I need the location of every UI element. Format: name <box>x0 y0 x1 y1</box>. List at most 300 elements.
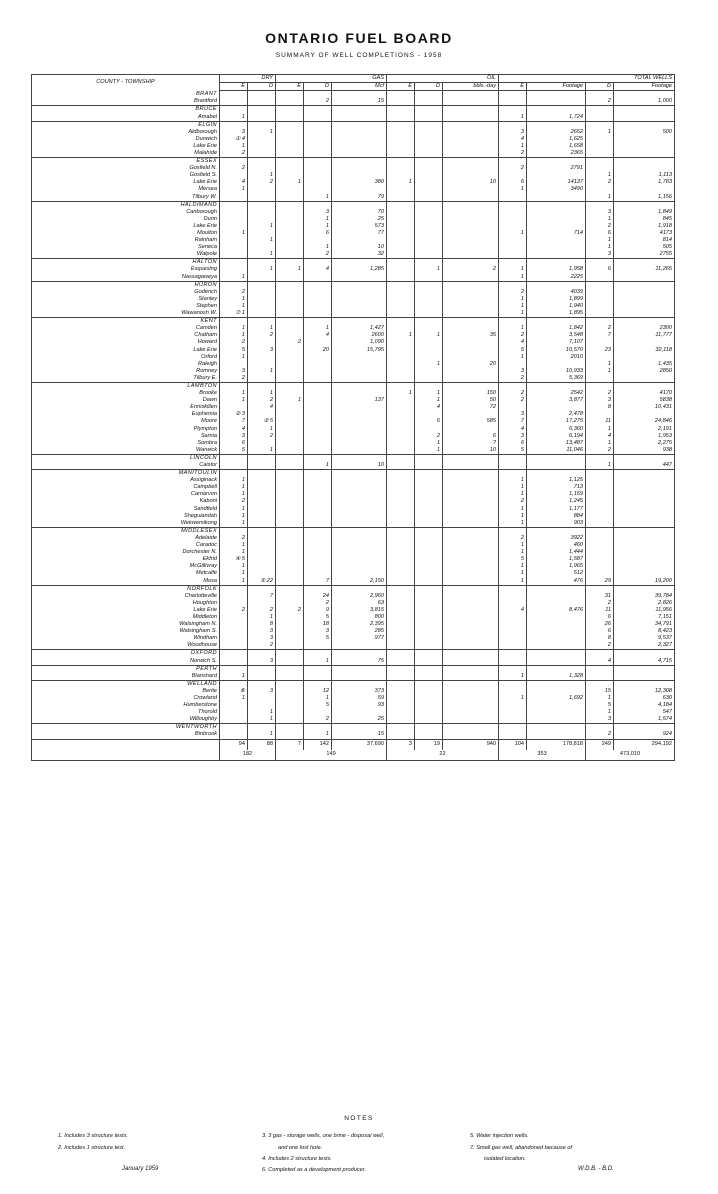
value-cell <box>415 216 443 223</box>
sub-header: D <box>304 83 332 91</box>
value-cell <box>415 716 443 724</box>
note-2: 2. Includes 1 structure test. <box>58 1145 126 1151</box>
empty-cell <box>248 680 276 688</box>
value-cell <box>443 731 499 739</box>
value-cell: 4,184 <box>614 702 675 709</box>
value-cell <box>304 113 332 121</box>
value-cell <box>248 209 276 216</box>
value-cell <box>387 607 415 614</box>
value-cell: 1 <box>220 520 248 528</box>
value-cell <box>220 251 248 259</box>
value-cell <box>443 325 499 332</box>
township-name: Malahide <box>32 150 220 158</box>
value-cell <box>443 136 499 143</box>
value-cell: 3,877 <box>527 397 586 404</box>
township-row <box>32 172 675 179</box>
value-cell <box>332 556 387 563</box>
value-cell <box>415 310 443 318</box>
value-cell <box>614 549 675 556</box>
township-row <box>32 556 675 563</box>
value-cell: 2,826 <box>614 600 675 607</box>
value-cell <box>220 614 248 621</box>
value-cell: 6 <box>304 230 332 237</box>
value-cell <box>276 368 304 375</box>
value-cell: 1 <box>499 303 527 310</box>
value-cell <box>304 289 332 296</box>
empty-cell <box>332 121 387 129</box>
value-cell <box>415 274 443 282</box>
value-cell <box>387 136 415 143</box>
value-cell <box>443 600 499 607</box>
value-cell <box>276 346 304 353</box>
value-cell: 1,899 <box>527 296 586 303</box>
empty-cell <box>527 259 586 267</box>
value-cell: 1 <box>220 484 248 491</box>
empty-cell <box>443 382 499 390</box>
value-cell: 3 <box>248 658 276 666</box>
value-cell <box>443 98 499 106</box>
value-cell: 512 <box>527 570 586 577</box>
empty-cell <box>248 650 276 658</box>
value-cell: 10,933 <box>527 368 586 375</box>
empty-cell <box>614 527 675 535</box>
sub-header: E <box>220 83 248 91</box>
value-cell <box>586 143 614 150</box>
value-cell <box>527 688 586 695</box>
value-cell <box>304 310 332 318</box>
township-name: Sombra <box>32 440 220 447</box>
county-name: HALTON <box>32 259 220 267</box>
value-cell <box>387 673 415 681</box>
township-name: Bertie <box>32 688 220 695</box>
empty-cell <box>614 158 675 166</box>
value-cell <box>415 368 443 375</box>
empty-cell <box>276 585 304 593</box>
township-row <box>32 702 675 709</box>
township-row <box>32 368 675 375</box>
empty-cell <box>614 665 675 673</box>
value-cell: 1 <box>586 216 614 223</box>
value-cell <box>387 506 415 513</box>
value-cell: 1 <box>586 361 614 368</box>
value-cell: 2 <box>586 390 614 397</box>
value-cell <box>387 150 415 158</box>
value-cell <box>304 404 332 411</box>
value-cell: 3 <box>220 433 248 440</box>
value-cell: 1 <box>220 303 248 310</box>
empty-cell <box>614 121 675 129</box>
value-cell: 72 <box>443 404 499 411</box>
value-cell <box>248 513 276 520</box>
value-cell <box>443 513 499 520</box>
empty-cell <box>220 91 248 99</box>
value-cell <box>276 296 304 303</box>
township-name: Howard <box>32 339 220 346</box>
empty-cell <box>387 201 415 209</box>
empty-cell <box>276 650 304 658</box>
township-row <box>32 136 675 143</box>
value-cell <box>276 635 304 642</box>
township-row <box>32 621 675 628</box>
value-cell: 3 <box>499 129 527 136</box>
value-cell <box>586 375 614 383</box>
value-cell: 1,625 <box>527 136 586 143</box>
empty-cell <box>499 527 527 535</box>
value-cell: 1 <box>499 354 527 361</box>
note-4: 4. Includes 2 structure tests. <box>262 1156 332 1162</box>
value-cell: 8 <box>248 621 276 628</box>
total-cell: 37,690 <box>332 739 387 750</box>
empty-cell <box>387 158 415 166</box>
township-row <box>32 731 675 739</box>
value-cell <box>387 113 415 121</box>
value-cell: 1 <box>499 520 527 528</box>
value-cell: 1 <box>248 731 276 739</box>
township-name: Dunn <box>32 216 220 223</box>
value-cell: 1,444 <box>527 549 586 556</box>
value-cell <box>276 549 304 556</box>
empty-cell <box>276 454 304 462</box>
empty-cell <box>527 665 586 673</box>
township-row <box>32 339 675 346</box>
value-cell <box>220 244 248 251</box>
value-cell: 1,156 <box>614 194 675 202</box>
value-cell <box>527 702 586 709</box>
value-cell <box>332 535 387 542</box>
value-cell <box>415 296 443 303</box>
empty-cell <box>276 470 304 478</box>
value-cell: 4 <box>248 404 276 411</box>
value-cell: 1 <box>248 368 276 375</box>
empty-cell <box>614 201 675 209</box>
value-cell: 2 <box>586 179 614 186</box>
value-cell: 2 <box>415 433 443 440</box>
value-cell: 10 <box>332 244 387 251</box>
value-cell <box>387 418 415 425</box>
value-cell: 3,548 <box>527 332 586 339</box>
sub-header: D <box>415 83 443 91</box>
value-cell <box>499 462 527 470</box>
empty-cell <box>32 739 220 750</box>
value-cell <box>614 411 675 418</box>
value-cell: 50 <box>443 397 499 404</box>
total-cell: 94 <box>220 739 248 750</box>
township-row <box>32 113 675 121</box>
value-cell <box>387 709 415 716</box>
township-row <box>32 635 675 642</box>
value-cell: 7 <box>304 577 332 585</box>
value-cell: 3 <box>248 346 276 353</box>
township-name: Chatham <box>32 332 220 339</box>
value-cell: 1 <box>499 549 527 556</box>
value-cell: 2 <box>248 179 276 186</box>
value-cell <box>614 296 675 303</box>
empty-cell <box>614 259 675 267</box>
value-cell <box>527 628 586 635</box>
value-cell: 1 <box>248 223 276 230</box>
empty-cell <box>443 585 499 593</box>
value-cell: 1 <box>248 426 276 433</box>
empty-cell <box>220 454 248 462</box>
empty-cell <box>304 665 332 673</box>
empty-cell <box>614 585 675 593</box>
value-cell <box>443 310 499 318</box>
value-cell: 8 <box>586 404 614 411</box>
value-cell: 137 <box>332 397 387 404</box>
empty-cell <box>586 470 614 478</box>
township-name: Crowland <box>32 695 220 702</box>
value-cell <box>304 237 332 244</box>
value-cell: 1 <box>499 325 527 332</box>
oil-header: OIL <box>387 75 499 83</box>
value-cell <box>332 274 387 282</box>
value-cell <box>332 404 387 411</box>
value-cell: 4 <box>415 404 443 411</box>
county-row <box>32 470 675 478</box>
value-cell <box>387 186 415 193</box>
value-cell <box>499 194 527 202</box>
value-cell <box>499 600 527 607</box>
value-cell <box>248 98 276 106</box>
value-cell <box>443 709 499 716</box>
value-cell <box>443 113 499 121</box>
value-cell <box>614 354 675 361</box>
value-cell: 2850 <box>614 368 675 375</box>
value-cell <box>220 237 248 244</box>
value-cell <box>614 289 675 296</box>
empty-cell <box>415 318 443 326</box>
value-cell <box>415 549 443 556</box>
value-cell: 1 <box>586 440 614 447</box>
value-cell <box>304 498 332 505</box>
value-cell: 1 <box>499 186 527 193</box>
value-cell: 1 <box>220 570 248 577</box>
empty-cell <box>443 724 499 732</box>
value-cell: 2,327 <box>614 642 675 650</box>
value-cell: 10,431 <box>614 404 675 411</box>
county-row <box>32 158 675 166</box>
value-cell <box>387 216 415 223</box>
township-name: Dunwich <box>32 136 220 143</box>
value-cell <box>387 98 415 106</box>
value-cell <box>499 244 527 251</box>
value-cell: 1 <box>248 390 276 397</box>
value-cell <box>276 484 304 491</box>
value-cell <box>276 621 304 628</box>
value-cell <box>332 542 387 549</box>
value-cell: 1 <box>304 194 332 202</box>
value-cell <box>415 635 443 642</box>
empty-cell <box>220 281 248 289</box>
value-cell: 2542 <box>527 390 586 397</box>
value-cell: 1 <box>276 266 304 273</box>
value-cell <box>387 251 415 259</box>
value-cell <box>415 477 443 484</box>
value-cell <box>387 433 415 440</box>
value-cell <box>387 628 415 635</box>
value-cell: 1 <box>586 709 614 716</box>
empty-cell <box>387 470 415 478</box>
value-cell: ④ 5 <box>220 556 248 563</box>
value-cell: 3 <box>499 433 527 440</box>
value-cell: 924 <box>614 731 675 739</box>
value-cell <box>614 339 675 346</box>
township-row <box>32 484 675 491</box>
value-cell: 1 <box>220 113 248 121</box>
value-cell: 3922 <box>527 535 586 542</box>
value-cell: 24,846 <box>614 418 675 425</box>
value-cell: 4,715 <box>614 658 675 666</box>
value-cell: 9,537 <box>614 635 675 642</box>
value-cell <box>499 593 527 600</box>
value-cell: 1 <box>248 266 276 273</box>
value-cell <box>614 673 675 681</box>
value-cell <box>443 535 499 542</box>
value-cell: 1 <box>499 506 527 513</box>
value-cell <box>443 642 499 650</box>
empty-cell <box>332 724 387 732</box>
sub-header: D <box>248 83 276 91</box>
total-cell: 940 <box>443 739 499 750</box>
value-cell <box>415 535 443 542</box>
value-cell: 11,777 <box>614 332 675 339</box>
empty-cell <box>220 121 248 129</box>
value-cell <box>276 570 304 577</box>
value-cell <box>443 354 499 361</box>
value-cell <box>220 98 248 106</box>
value-cell <box>415 150 443 158</box>
empty-cell <box>499 259 527 267</box>
value-cell <box>586 339 614 346</box>
value-cell <box>415 129 443 136</box>
value-cell: 1 <box>499 266 527 273</box>
value-cell: 1 <box>304 216 332 223</box>
empty-cell <box>527 680 586 688</box>
value-cell <box>332 440 387 447</box>
value-cell: 6,360 <box>527 426 586 433</box>
value-cell <box>443 673 499 681</box>
township-name: McGillivray <box>32 563 220 570</box>
value-cell <box>304 179 332 186</box>
county-row <box>32 201 675 209</box>
value-cell <box>387 274 415 282</box>
value-cell <box>415 709 443 716</box>
county-name: NORFOLK <box>32 585 220 593</box>
value-cell <box>443 607 499 614</box>
value-cell <box>415 113 443 121</box>
value-cell <box>276 426 304 433</box>
value-cell <box>276 129 304 136</box>
value-cell <box>387 361 415 368</box>
value-cell: 2 <box>499 535 527 542</box>
value-cell: 5 <box>304 614 332 621</box>
value-cell <box>220 194 248 202</box>
township-name: Rainham <box>32 237 220 244</box>
value-cell <box>387 688 415 695</box>
value-cell: 20 <box>443 361 499 368</box>
empty-cell <box>586 382 614 390</box>
sub-header: Mcf <box>332 83 387 91</box>
value-cell <box>586 506 614 513</box>
value-cell <box>332 136 387 143</box>
value-cell <box>527 716 586 724</box>
value-cell: 1 <box>304 223 332 230</box>
value-cell <box>248 702 276 709</box>
value-cell <box>332 447 387 455</box>
value-cell <box>276 695 304 702</box>
value-cell: 3 <box>586 209 614 216</box>
township-row <box>32 433 675 440</box>
empty-cell <box>527 106 586 114</box>
value-cell <box>220 216 248 223</box>
value-cell <box>415 179 443 186</box>
value-cell <box>586 542 614 549</box>
empty-cell <box>499 454 527 462</box>
value-cell <box>387 593 415 600</box>
value-cell: 1 <box>248 172 276 179</box>
value-cell <box>332 498 387 505</box>
county-name: OXFORD <box>32 650 220 658</box>
value-cell <box>527 216 586 223</box>
value-cell: 2 <box>586 223 614 230</box>
township-row <box>32 462 675 470</box>
value-cell <box>304 491 332 498</box>
township-name: Lake Erie <box>32 143 220 150</box>
value-cell: 1 <box>248 614 276 621</box>
empty-cell <box>586 259 614 267</box>
value-cell: 6 <box>415 418 443 425</box>
value-cell: 18 <box>304 621 332 628</box>
empty-cell <box>527 585 586 593</box>
county-name: LINCOLN <box>32 454 220 462</box>
empty-cell <box>220 259 248 267</box>
value-cell: 11,046 <box>527 447 586 455</box>
value-cell: 3 <box>220 129 248 136</box>
empty-cell <box>332 201 387 209</box>
township-name: Esquesing <box>32 266 220 273</box>
value-cell <box>527 709 586 716</box>
value-cell <box>304 143 332 150</box>
empty-cell <box>387 382 415 390</box>
value-cell: 2,191 <box>614 426 675 433</box>
empty-cell <box>220 201 248 209</box>
value-cell: 1 <box>220 274 248 282</box>
value-cell: 1 <box>499 491 527 498</box>
sub-header: D <box>586 83 614 91</box>
value-cell: 1 <box>220 186 248 193</box>
value-cell: 4 <box>304 266 332 273</box>
empty-cell <box>304 382 332 390</box>
township-name: Kaboni <box>32 498 220 505</box>
county-row <box>32 724 675 732</box>
value-cell <box>527 361 586 368</box>
empty-cell <box>415 281 443 289</box>
value-cell <box>614 513 675 520</box>
value-cell: 2 <box>248 433 276 440</box>
footer-date: January 1959 <box>122 1166 159 1172</box>
county-name: HALDIMAND <box>32 201 220 209</box>
value-cell: 3 <box>220 368 248 375</box>
value-cell <box>499 688 527 695</box>
value-cell <box>614 535 675 542</box>
empty-cell <box>443 259 499 267</box>
empty-cell <box>443 281 499 289</box>
value-cell: 1 <box>304 462 332 470</box>
value-cell <box>304 709 332 716</box>
value-cell <box>276 332 304 339</box>
empty-cell <box>499 318 527 326</box>
value-cell <box>304 129 332 136</box>
